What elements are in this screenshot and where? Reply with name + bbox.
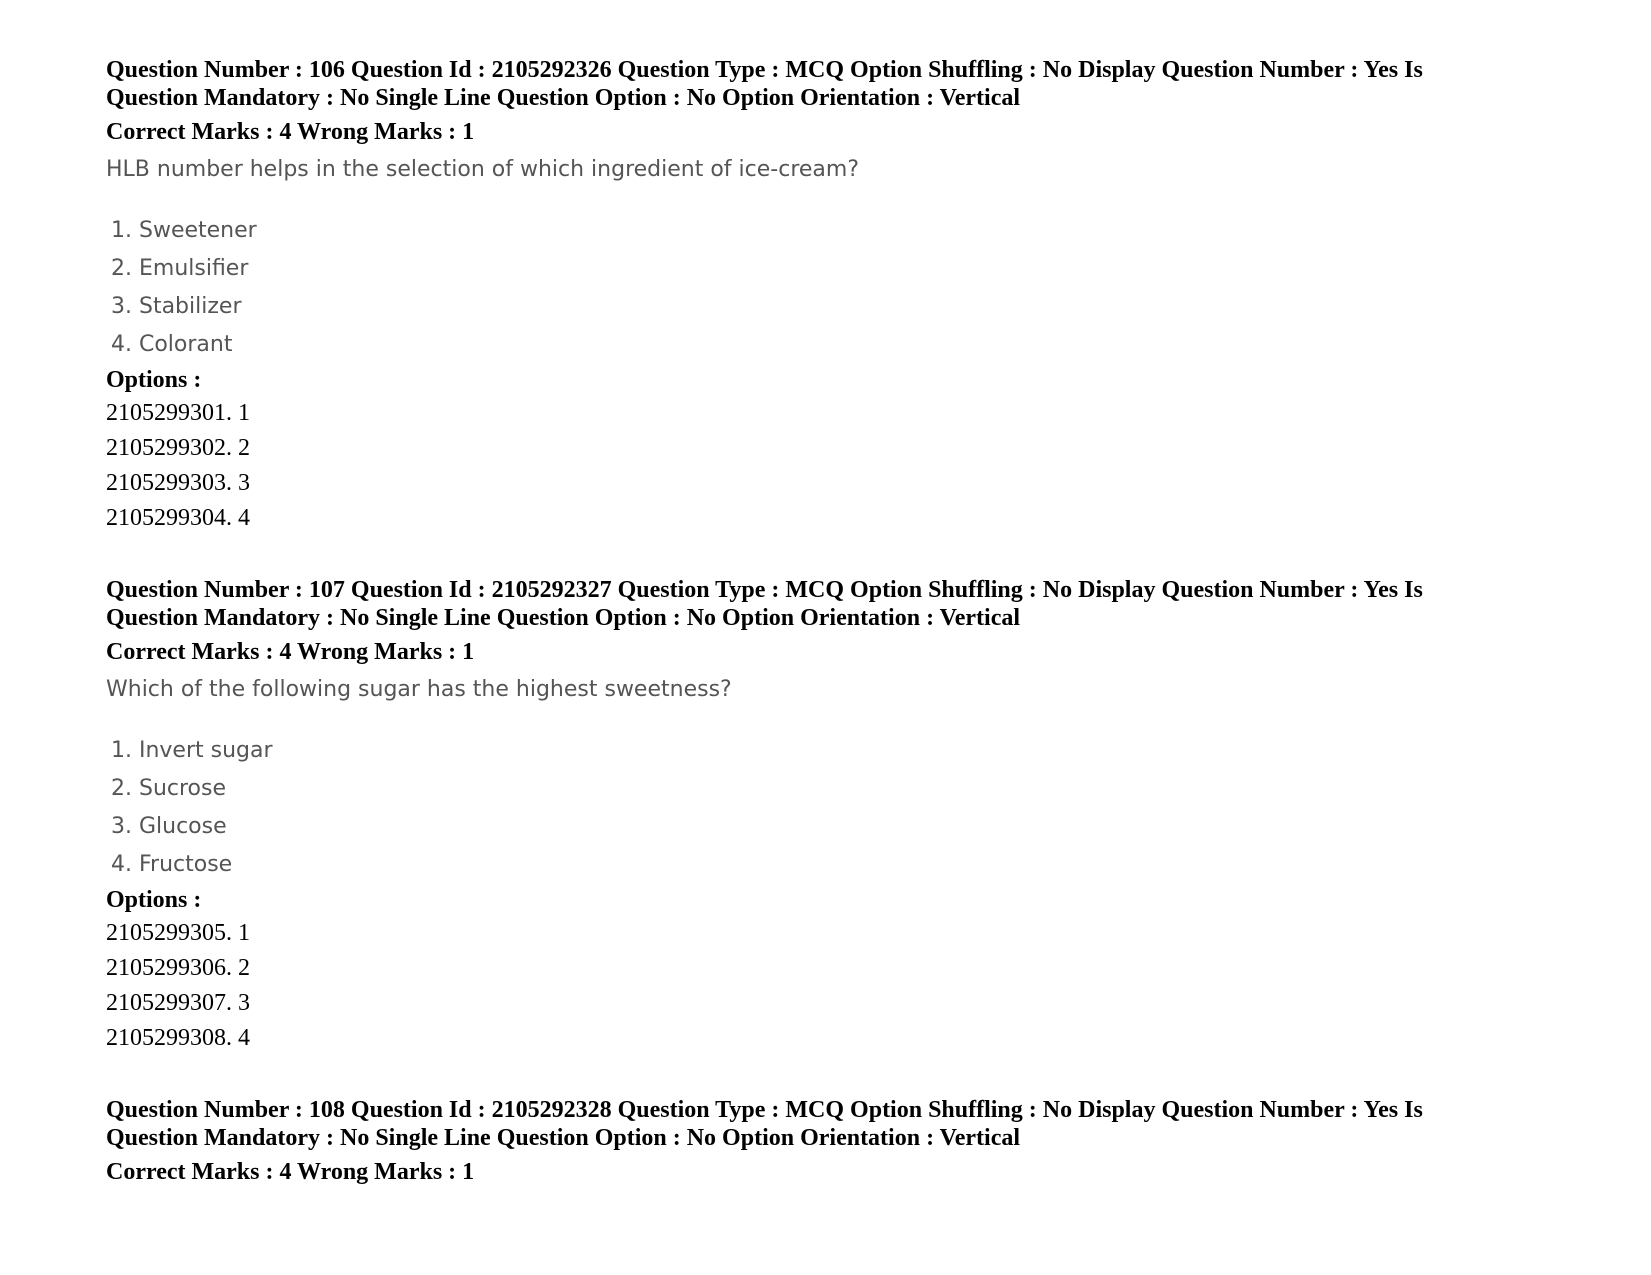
option-id: 2105299307. 3 [106,990,250,1016]
question-106 [106,56,1546,536]
question-108 [106,1096,1546,1186]
question-header-line-2: Question Mandatory : No Single Line Question Option : No Option Orientation : Vertical [106,605,1021,631]
question-header-line-2: Question Mandatory : No Single Line Question Option : No Option Orientation : Vertical [106,85,1021,111]
choice-item: 4. Fructose [111,852,233,877]
question-header-line-1: Question Number : 108 Question Id : 2105292328 Question Type : MCQ Option Shuffling : No Display Question Number : Yes Is [106,1097,1423,1123]
option-id: 2105299305. 1 [106,920,250,946]
question-marks: Correct Marks : 4 Wrong Marks : 1 [106,639,475,665]
option-id: 2105299308. 4 [106,1025,250,1051]
option-id: 2105299302. 2 [106,435,250,461]
question-marks: Correct Marks : 4 Wrong Marks : 1 [106,119,475,145]
question-107 [106,576,1546,1056]
choice-list [106,212,1546,364]
question-text: Which of the following sugar has the highest sweetness? [106,677,732,702]
choice-item: 2. Sucrose [111,776,227,801]
option-id: 2105299301. 1 [106,400,250,426]
option-id: 2105299306. 2 [106,955,250,981]
question-text: HLB number helps in the selection of which ingredient of ice-cream? [106,157,860,182]
question-marks: Correct Marks : 4 Wrong Marks : 1 [106,1159,475,1185]
option-id: 2105299304. 4 [106,505,250,531]
choice-item: 3. Glucose [111,814,227,839]
options-label: Options : [106,887,202,913]
document-page [106,56,1546,1226]
choice-item: 3. Stabilizer [111,294,242,319]
choice-item: 2. Emulsifier [111,256,249,281]
question-header-line-1: Question Number : 107 Question Id : 2105292327 Question Type : MCQ Option Shuffling : No Display Question Number : Yes Is [106,577,1423,603]
choice-item: 4. Colorant [111,332,233,357]
question-header-line-2: Question Mandatory : No Single Line Question Option : No Option Orientation : Vertical [106,1125,1021,1151]
options-label: Options : [106,367,202,393]
choice-item: 1. Sweetener [111,218,257,243]
option-id: 2105299303. 3 [106,470,250,496]
choice-item: 1. Invert sugar [111,738,273,763]
question-header-line-1: Question Number : 106 Question Id : 2105292326 Question Type : MCQ Option Shuffling : No Display Question Number : Yes Is [106,57,1423,83]
choice-list [106,732,1546,884]
